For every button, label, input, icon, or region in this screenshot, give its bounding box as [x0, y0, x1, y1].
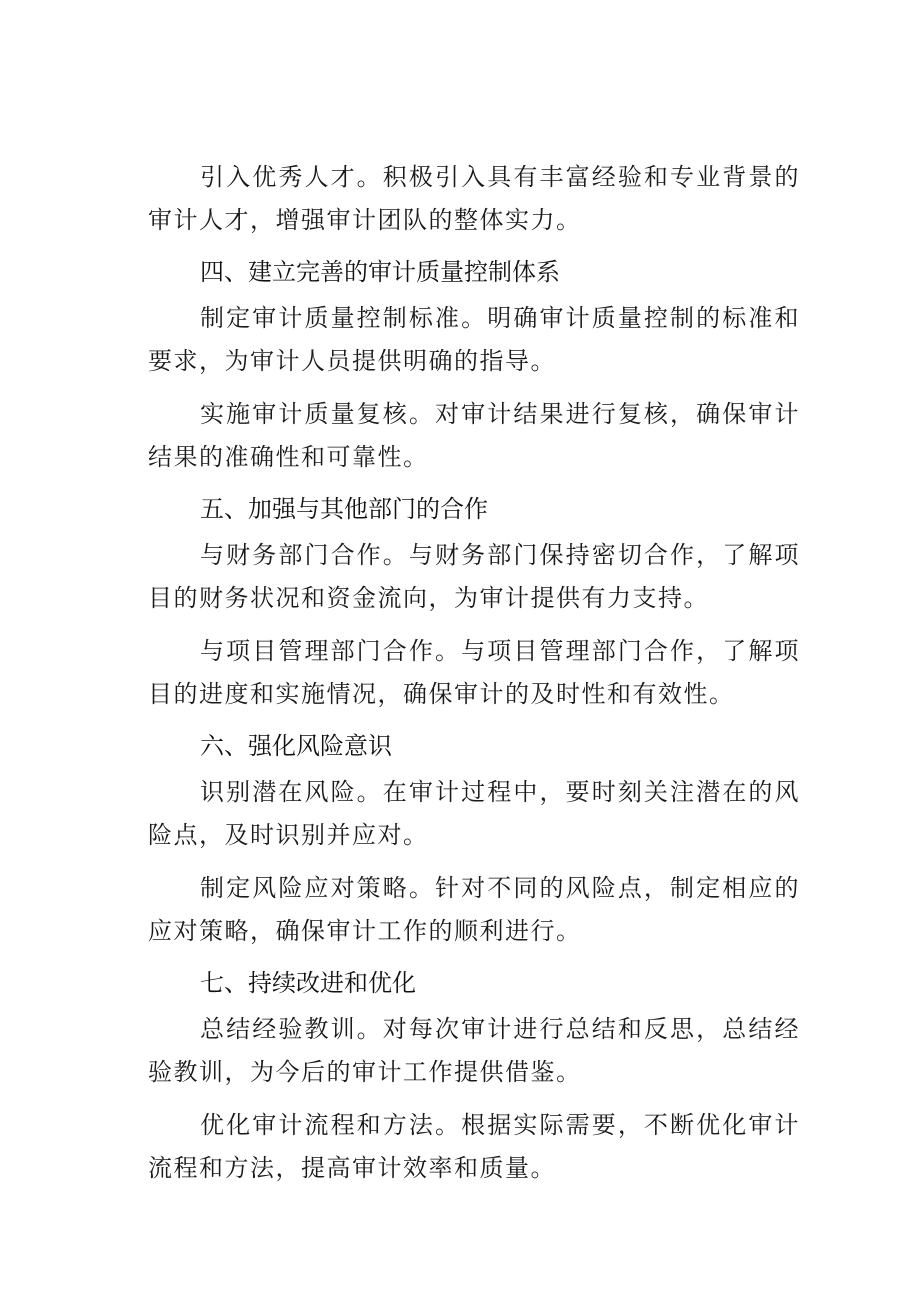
- section-heading-6: 六、强化风险意识: [200, 732, 392, 760]
- paragraph-finance-cooperation: 与财务部门合作。与财务部门保持密切合作，了解项目的财务状况和资金流向，为审计提供有力支持。: [148, 541, 800, 612]
- section-heading-4: 四、建立完善的审计质量控制体系: [200, 258, 560, 286]
- paragraph-talent: 引入优秀人才。积极引入具有丰富经验和专业背景的审计人才，增强审计团队的整体实力。: [148, 163, 800, 234]
- paragraph-quality-review: 实施审计质量复核。对审计结果进行复核，确保审计结果的准确性和可靠性。: [148, 400, 800, 471]
- paragraph-lessons: 总结经验教训。对每次审计进行总结和反思，总结经验教训，为今后的审计工作提供借鉴。: [148, 1015, 800, 1086]
- section-heading-5: 五、加强与其他部门的合作: [200, 495, 488, 523]
- paragraph-risk-strategy: 制定风险应对策略。针对不同的风险点，制定相应的应对策略，确保审计工作的顺利进行。: [148, 874, 800, 945]
- paragraph-risk-identify: 识别潜在风险。在审计过程中，要时刻关注潜在的风险点，及时识别并应对。: [148, 778, 800, 849]
- section-heading-7: 七、持续改进和优化: [200, 969, 416, 997]
- paragraph-quality-standard: 制定审计质量控制标准。明确审计质量控制的标准和要求，为审计人员提供明确的指导。: [148, 304, 800, 375]
- paragraph-project-cooperation: 与项目管理部门合作。与项目管理部门合作，了解项目的进度和实施情况，确保审计的及时性和有效性。: [148, 637, 800, 708]
- document-body: [148, 156, 800, 1200]
- paragraph-process-optimize: 优化审计流程和方法。根据实际需要，不断优化审计流程和方法，提高审计效率和质量。: [148, 1111, 800, 1182]
